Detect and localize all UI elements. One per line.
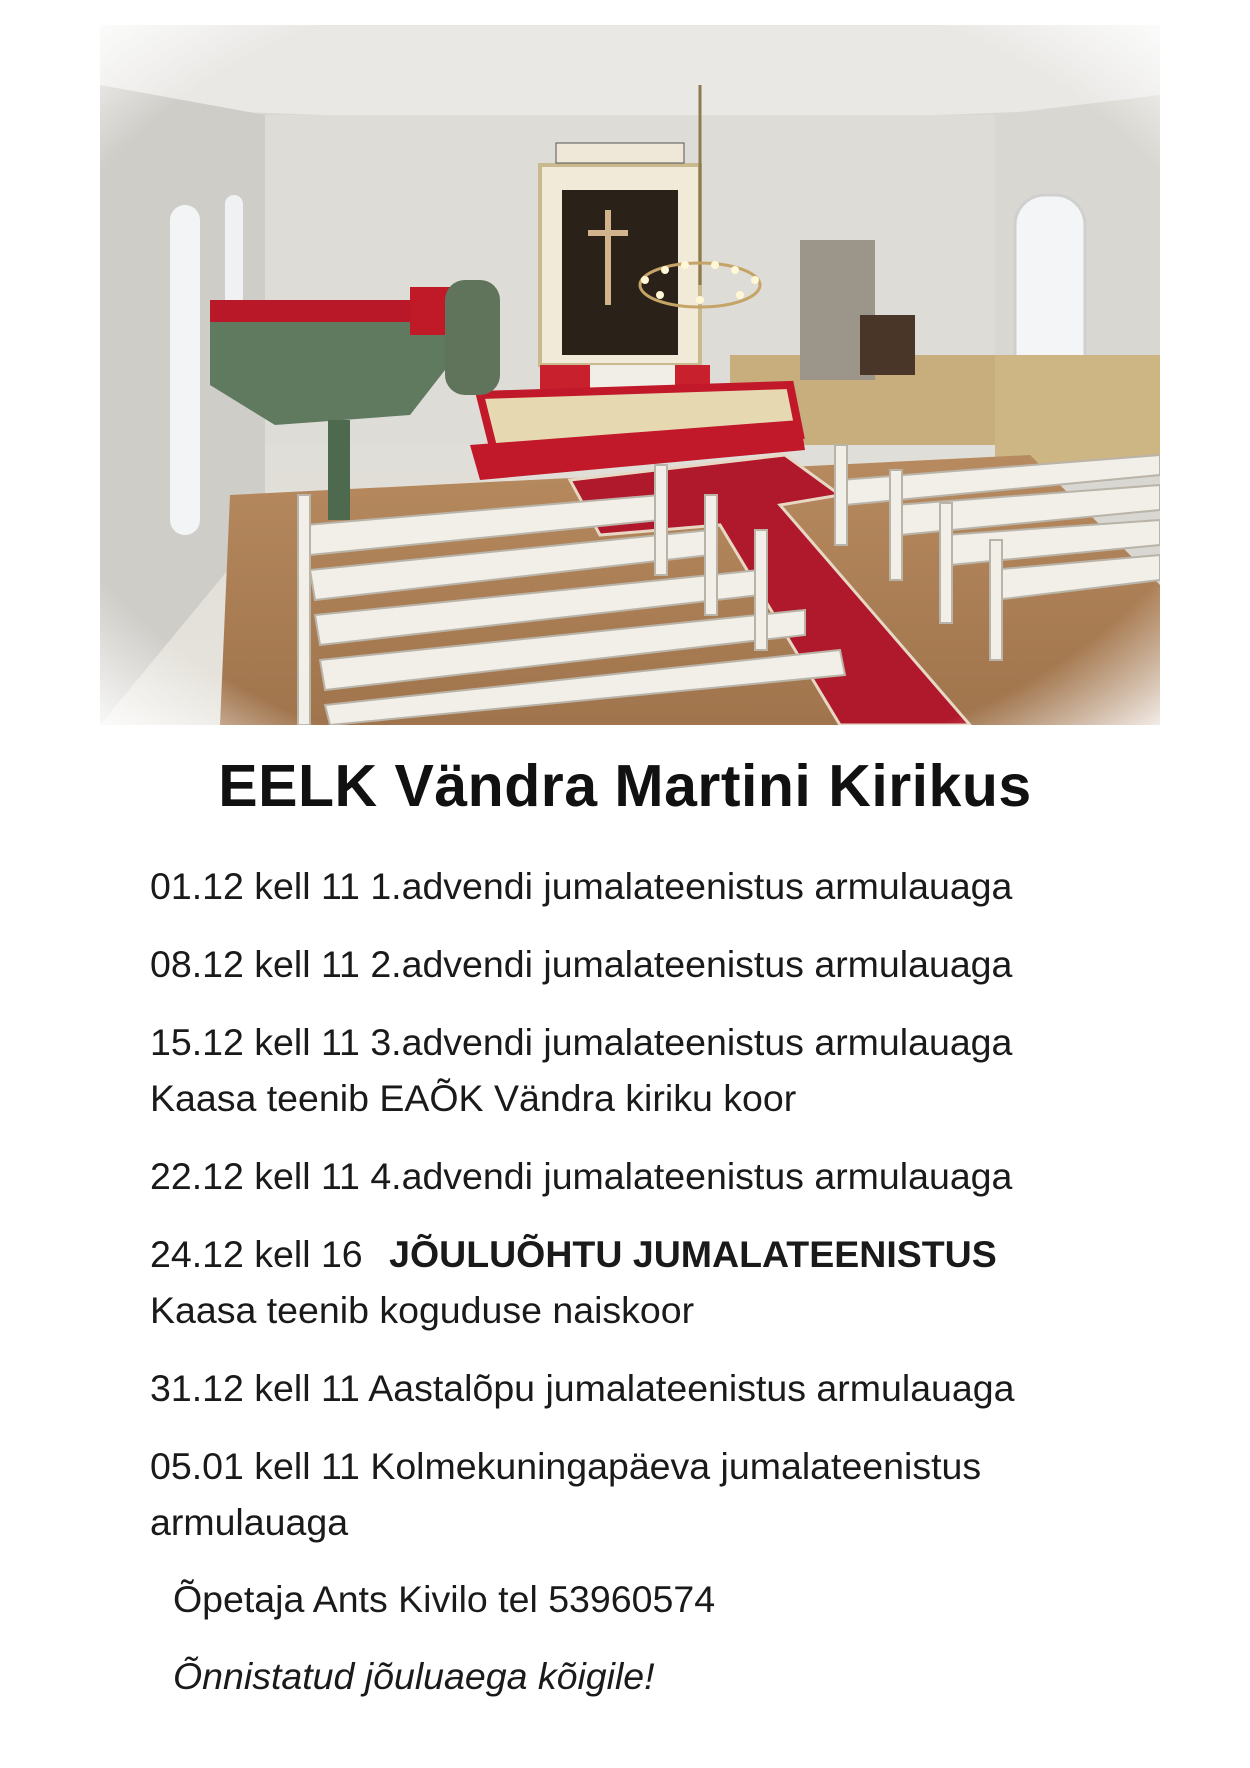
list-item xyxy=(150,1014,1210,1126)
event-title: 2.advendi jumalateenistus armulauaga xyxy=(370,943,1013,985)
event-title: Kolmekuningapäeva jumalateenistus xyxy=(370,1445,982,1487)
event-time: 15.12 kell 11 xyxy=(150,1021,360,1063)
event-time: 01.12 kell 11 xyxy=(150,865,360,907)
event-title: Aastalõpu jumalateenistus armulauaga xyxy=(368,1367,1015,1409)
event-note: Kaasa teenib EAÕK Vändra kiriku koor xyxy=(150,1077,797,1119)
list-item xyxy=(150,936,1210,992)
page-title: EELK Vändra Martini Kirikus xyxy=(218,753,1032,819)
list-item xyxy=(150,858,1210,914)
church-interior-photo xyxy=(100,25,1160,725)
event-note: Kaasa teenib koguduse naiskoor xyxy=(150,1289,695,1331)
event-time: 08.12 kell 11 xyxy=(150,943,360,985)
event-note: armulauaga xyxy=(150,1501,349,1543)
event-title: 1.advendi jumalateenistus armulauaga xyxy=(370,865,1013,907)
event-time: 22.12 kell 11 xyxy=(150,1155,360,1197)
event-title: 3.advendi jumalateenistus armulauaga xyxy=(370,1021,1013,1063)
list-item xyxy=(150,1226,1210,1338)
event-title: JÕULUÕHTU JUMALATEENISTUS xyxy=(389,1233,997,1275)
event-time: 05.01 kell 11 xyxy=(150,1445,360,1487)
list-item xyxy=(150,1148,1210,1204)
list-item xyxy=(150,1438,1210,1550)
event-title: 4.advendi jumalateenistus armulauaga xyxy=(370,1155,1013,1197)
event-time: 31.12 kell 11 xyxy=(150,1367,360,1409)
pastor-contact: Õpetaja Ants Kivilo tel 53960574 xyxy=(173,1578,716,1620)
christmas-greeting: Õnnistatud jõuluaega kõigile! xyxy=(173,1655,655,1697)
list-item xyxy=(150,1360,1210,1416)
event-list xyxy=(150,858,1210,1572)
event-time: 24.12 kell 16 xyxy=(150,1233,363,1275)
